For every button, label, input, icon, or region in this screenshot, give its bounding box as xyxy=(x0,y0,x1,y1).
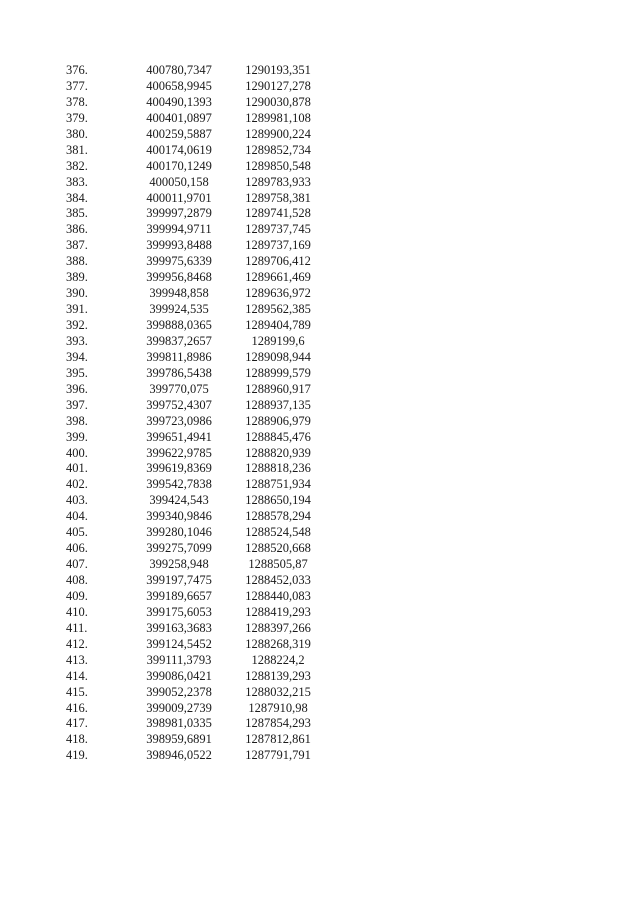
y-coordinate: 1290193,351 xyxy=(245,63,311,77)
y-coordinate: 1289199,6 xyxy=(251,333,305,348)
x-coordinate: 399651,4941 xyxy=(146,429,212,444)
table-row xyxy=(60,414,330,430)
x-coordinate: 399948,858 xyxy=(149,286,209,301)
table-row xyxy=(60,175,330,191)
row-number: 406. xyxy=(66,541,88,556)
x-coordinate: 400011,9701 xyxy=(146,190,212,205)
table-row xyxy=(60,286,330,302)
table-row xyxy=(60,669,330,685)
table-row xyxy=(60,621,330,637)
row-number: 389. xyxy=(66,270,88,285)
y-coordinate: 1288650,194 xyxy=(245,493,311,508)
x-coordinate: 399280,1046 xyxy=(146,525,212,540)
y-coordinate: 1288960,917 xyxy=(245,381,311,396)
table-row xyxy=(60,732,330,748)
y-coordinate: 1288505,87 xyxy=(248,557,308,572)
row-number: 377. xyxy=(66,78,88,93)
row-number: 394. xyxy=(66,349,88,364)
row-number: 408. xyxy=(66,573,88,587)
row-number: 397. xyxy=(66,397,88,412)
y-coordinate: 1289661,469 xyxy=(245,270,311,285)
x-coordinate: 399786,5438 xyxy=(146,365,212,380)
y-coordinate: 1288268,319 xyxy=(245,636,311,651)
row-number: 395. xyxy=(66,365,88,380)
x-coordinate: 399175,6053 xyxy=(146,604,212,619)
y-coordinate: 1289758,381 xyxy=(245,190,311,205)
row-number: 409. xyxy=(66,588,88,603)
x-coordinate: 399994,9711 xyxy=(146,222,212,237)
row-number: 398. xyxy=(66,413,88,428)
row-number: 390. xyxy=(66,286,88,301)
x-coordinate: 399975,6339 xyxy=(146,254,212,269)
table-row xyxy=(60,557,330,573)
x-coordinate: 399956,8468 xyxy=(146,270,212,285)
x-coordinate: 399009,2739 xyxy=(146,700,212,715)
row-number: 386. xyxy=(66,222,88,237)
x-coordinate: 399052,2378 xyxy=(146,684,212,699)
y-coordinate: 1288397,266 xyxy=(245,620,311,635)
y-coordinate: 1288578,294 xyxy=(245,509,311,524)
y-coordinate: 1290030,878 xyxy=(245,94,311,109)
row-number: 415. xyxy=(66,684,88,699)
x-coordinate: 398981,0335 xyxy=(146,716,212,731)
row-number: 378. xyxy=(66,94,88,109)
table-row xyxy=(60,238,330,254)
x-coordinate: 398946,0522 xyxy=(146,748,212,763)
row-number: 418. xyxy=(66,732,88,747)
table-row xyxy=(60,653,330,669)
x-coordinate: 399837,2657 xyxy=(146,333,212,348)
table-row xyxy=(60,701,330,717)
x-coordinate: 399888,0365 xyxy=(146,318,212,332)
table-row xyxy=(60,573,330,589)
table-row xyxy=(60,541,330,557)
table-row xyxy=(60,270,330,286)
x-coordinate: 400490,1393 xyxy=(146,94,212,109)
y-coordinate: 1288845,476 xyxy=(245,429,311,444)
row-number: 419. xyxy=(66,748,88,763)
row-number: 402. xyxy=(66,477,88,492)
y-coordinate: 1288419,293 xyxy=(245,604,311,619)
x-coordinate: 399189,6657 xyxy=(146,588,212,603)
table-row xyxy=(60,159,330,175)
x-coordinate: 399111,3793 xyxy=(146,652,212,667)
x-coordinate: 398959,6891 xyxy=(146,732,212,747)
y-coordinate: 1289562,385 xyxy=(245,302,311,317)
row-number: 417. xyxy=(66,716,88,731)
table-row xyxy=(60,366,330,382)
x-coordinate: 399340,9846 xyxy=(146,509,212,524)
y-coordinate: 1287854,293 xyxy=(245,716,311,731)
table-row xyxy=(60,477,330,493)
table-row xyxy=(60,350,330,366)
x-coordinate: 399258,948 xyxy=(149,557,209,572)
table-row xyxy=(60,589,330,605)
x-coordinate: 400259,5887 xyxy=(146,126,212,141)
y-coordinate: 1288524,548 xyxy=(245,525,311,540)
x-coordinate: 400050,158 xyxy=(149,174,209,189)
table-row xyxy=(60,191,330,207)
row-number: 383. xyxy=(66,174,88,189)
y-coordinate: 1289706,412 xyxy=(245,254,311,269)
row-number: 414. xyxy=(66,668,88,683)
y-coordinate: 1289850,548 xyxy=(245,158,311,173)
table-row xyxy=(60,382,330,398)
row-number: 385. xyxy=(66,206,88,221)
y-coordinate: 1288139,293 xyxy=(245,668,311,683)
row-number: 413. xyxy=(66,652,88,667)
x-coordinate: 400780,7347 xyxy=(146,63,212,77)
row-number: 405. xyxy=(66,525,88,540)
row-number: 403. xyxy=(66,493,88,508)
y-coordinate: 1289900,224 xyxy=(245,126,311,141)
row-number: 380. xyxy=(66,126,88,141)
row-number: 412. xyxy=(66,636,88,651)
row-number: 416. xyxy=(66,700,88,715)
table-row xyxy=(60,716,330,732)
y-coordinate: 1289737,745 xyxy=(245,222,311,237)
table-row xyxy=(60,334,330,350)
y-coordinate: 1289981,108 xyxy=(245,110,311,125)
y-coordinate: 1288452,033 xyxy=(245,573,311,587)
row-number: 400. xyxy=(66,445,88,460)
row-number: 392. xyxy=(66,318,88,332)
x-coordinate: 399997,2879 xyxy=(146,206,212,221)
y-coordinate: 1288520,668 xyxy=(245,541,311,556)
x-coordinate: 400170,1249 xyxy=(146,158,212,173)
y-coordinate: 1288224,2 xyxy=(251,652,305,667)
x-coordinate: 399542,7838 xyxy=(146,477,212,492)
table-row xyxy=(60,111,330,127)
y-coordinate: 1288818,236 xyxy=(245,461,311,476)
table-row xyxy=(60,748,330,764)
x-coordinate: 399275,7099 xyxy=(146,541,212,556)
x-coordinate: 399163,3683 xyxy=(146,620,212,635)
table-row xyxy=(60,398,330,414)
y-coordinate: 1287812,861 xyxy=(245,732,311,747)
y-coordinate: 1289737,169 xyxy=(245,238,311,253)
y-coordinate: 1288906,979 xyxy=(245,413,311,428)
row-number: 391. xyxy=(66,302,88,317)
row-number: 379. xyxy=(66,110,88,125)
y-coordinate: 1288937,135 xyxy=(245,397,311,412)
x-coordinate: 399924,535 xyxy=(149,302,209,317)
table-row xyxy=(60,685,330,701)
row-number: 404. xyxy=(66,509,88,524)
x-coordinate: 399619,8369 xyxy=(146,461,212,476)
y-coordinate: 1288999,579 xyxy=(245,365,311,380)
y-coordinate: 1288751,934 xyxy=(245,477,311,492)
x-coordinate: 399993,8488 xyxy=(146,238,212,253)
table-row xyxy=(60,446,330,462)
x-coordinate: 399622,9785 xyxy=(146,445,212,460)
x-coordinate: 399086,0421 xyxy=(146,668,212,683)
table-row xyxy=(60,509,330,525)
y-coordinate: 1290127,278 xyxy=(245,78,311,93)
table-row xyxy=(60,127,330,143)
table-row xyxy=(60,143,330,159)
y-coordinate: 1289852,734 xyxy=(245,142,311,157)
table-row xyxy=(60,430,330,446)
y-coordinate: 1287910,98 xyxy=(248,700,308,715)
table-row xyxy=(60,95,330,111)
y-coordinate: 1288032,215 xyxy=(245,684,311,699)
row-number: 410. xyxy=(66,604,88,619)
x-coordinate: 399723,0986 xyxy=(146,413,212,428)
y-coordinate: 1288440,083 xyxy=(245,588,311,603)
y-coordinate: 1289098,944 xyxy=(245,349,311,364)
x-coordinate: 399811,8986 xyxy=(146,349,212,364)
table-row xyxy=(60,605,330,621)
row-number: 376. xyxy=(66,63,88,77)
table-row xyxy=(60,493,330,509)
table-row xyxy=(60,254,330,270)
table-row xyxy=(60,79,330,95)
y-coordinate: 1289636,972 xyxy=(245,286,311,301)
row-number: 411. xyxy=(66,620,88,635)
x-coordinate: 400174,0619 xyxy=(146,142,212,157)
table-row xyxy=(60,525,330,541)
table-row xyxy=(60,318,330,334)
row-number: 388. xyxy=(66,254,88,269)
row-number: 381. xyxy=(66,142,88,157)
y-coordinate: 1288820,939 xyxy=(245,445,311,460)
table-row xyxy=(60,637,330,653)
y-coordinate: 1289741,528 xyxy=(245,206,311,221)
coordinates-table xyxy=(60,63,330,764)
y-coordinate: 1289404,789 xyxy=(245,318,311,332)
row-number: 384. xyxy=(66,190,88,205)
table-row xyxy=(60,461,330,477)
row-number: 382. xyxy=(66,158,88,173)
table-row xyxy=(60,222,330,238)
x-coordinate: 400658,9945 xyxy=(146,78,212,93)
y-coordinate: 1289783,933 xyxy=(245,174,311,189)
y-coordinate: 1287791,791 xyxy=(245,748,311,763)
row-number: 407. xyxy=(66,557,88,572)
x-coordinate: 399424,543 xyxy=(149,493,209,508)
x-coordinate: 399197,7475 xyxy=(146,573,212,587)
row-number: 401. xyxy=(66,461,88,476)
row-number: 393. xyxy=(66,333,88,348)
x-coordinate: 399770,075 xyxy=(149,381,209,396)
row-number: 396. xyxy=(66,381,88,396)
row-number: 399. xyxy=(66,429,88,444)
table-row xyxy=(60,302,330,318)
table-row xyxy=(60,63,330,79)
row-number: 387. xyxy=(66,238,88,253)
x-coordinate: 400401,0897 xyxy=(146,110,212,125)
x-coordinate: 399752,4307 xyxy=(146,397,212,412)
x-coordinate: 399124,5452 xyxy=(146,636,212,651)
table-row xyxy=(60,206,330,222)
